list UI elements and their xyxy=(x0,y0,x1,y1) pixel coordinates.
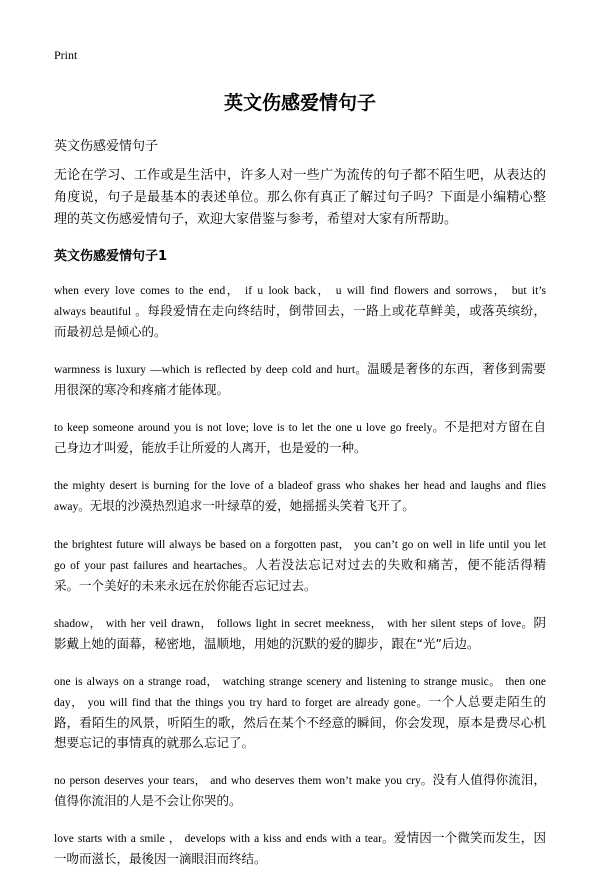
quote-english: warmness is luxury —which is reflected by deep cold and hurt。 xyxy=(54,364,368,376)
section-heading: 英文伤感爱情句子1 xyxy=(54,249,168,264)
quote-entry xyxy=(54,359,546,400)
quote-entry xyxy=(54,613,546,654)
quote-entry xyxy=(54,280,546,342)
print-link[interactable]: Print xyxy=(54,48,78,62)
quote-chinese: 不是把对方留在自己身边才叫爱，能放手让所爱的人离开，也是爱的一种。 xyxy=(54,419,546,455)
page-title: 英文伤感爱情句子 xyxy=(223,92,376,114)
quote-english: the brightest future will always be based on a forgotten past， you can’t go on well in life until you let go of your past failures and heartaches。 xyxy=(54,539,546,572)
quote-chinese: 阴影戴上她的面幕，秘密地，温顺地，用她的沉默的爱的脚步，跟在“光”后边。 xyxy=(54,615,546,651)
quote-english: shadow， with her veil drawn， follows light in secret meekness， with her silent steps of love。 xyxy=(54,618,534,630)
quote-english: the mighty desert is burning for the love of a bladeof grass who shakes her head and laughs and flies away。 xyxy=(54,480,546,513)
quote-chinese: 每段爱情在走向终结时，倒带回去，一路上或花草鲜美，或落英缤纷，而最初总是倾心的。 xyxy=(54,303,546,339)
quote-list xyxy=(54,280,546,869)
quote-entry xyxy=(54,828,546,869)
quote-english: one is always on a strange road， watching strange scenery and listening to strange music。 then one day， you will find that the things you try hard to forget are already gone。 xyxy=(54,676,546,709)
quote-chinese: 温暖是奢侈的东西，奢侈到需要用很深的寒冷和疼痛才能体现。 xyxy=(54,361,546,397)
quote-entry xyxy=(54,770,546,811)
quote-chinese: 一个人总要走陌生的路，看陌生的风景，听陌生的歌，然后在某个不经意的瞬间，你会发现，原本是费尽心机想要忘记的事情真的就那么忘记了。 xyxy=(54,694,546,750)
quote-chinese: 爱情因一个微笑而发生，因一吻而滋长，最後因一滴眼泪而终结。 xyxy=(54,830,546,866)
quote-chinese: 没有人值得你流泪，值得你流泪的人是不会让你哭的。 xyxy=(54,772,546,808)
quote-english: love starts with a smile ， develops with a kiss and ends with a tear。 xyxy=(54,833,394,845)
article-subtitle: 英文伤感爱情句子 xyxy=(54,139,159,154)
quote-english: no person deserves your tears， and who deserves them won’t make you cry。 xyxy=(54,775,433,787)
intro-paragraph: 无论在学习、工作或是生活中，许多人对一些广为流传的句子都不陌生吧，从表达的角度说，句子是最基本的表述单位。那么你有真正了解过句子吗？下面是小编精心整理的英文伤感爱情句子，欢迎大家借鉴与参考，希望对大家有所帮助。 xyxy=(54,168,546,227)
quote-chinese: 无垠的沙漠热烈追求一叶绿草的爱，她摇摇头笑着飞开了。 xyxy=(89,498,415,513)
quote-chinese: 人若没法忘记对过去的失败和痛苦，便不能活得精采。一个美好的未来永远在於你能否忘记过去。 xyxy=(54,557,546,593)
quote-entry xyxy=(54,671,546,753)
quote-english: to keep someone around you is not love; love is to let the one u love go freely。 xyxy=(54,422,445,434)
quote-entry xyxy=(54,417,546,458)
quote-entry xyxy=(54,534,546,596)
quote-english: when every love comes to the end， if u look back， u will find flowers and sorrows， but it’s always beautiful 。 xyxy=(54,285,546,318)
quote-entry xyxy=(54,475,546,517)
